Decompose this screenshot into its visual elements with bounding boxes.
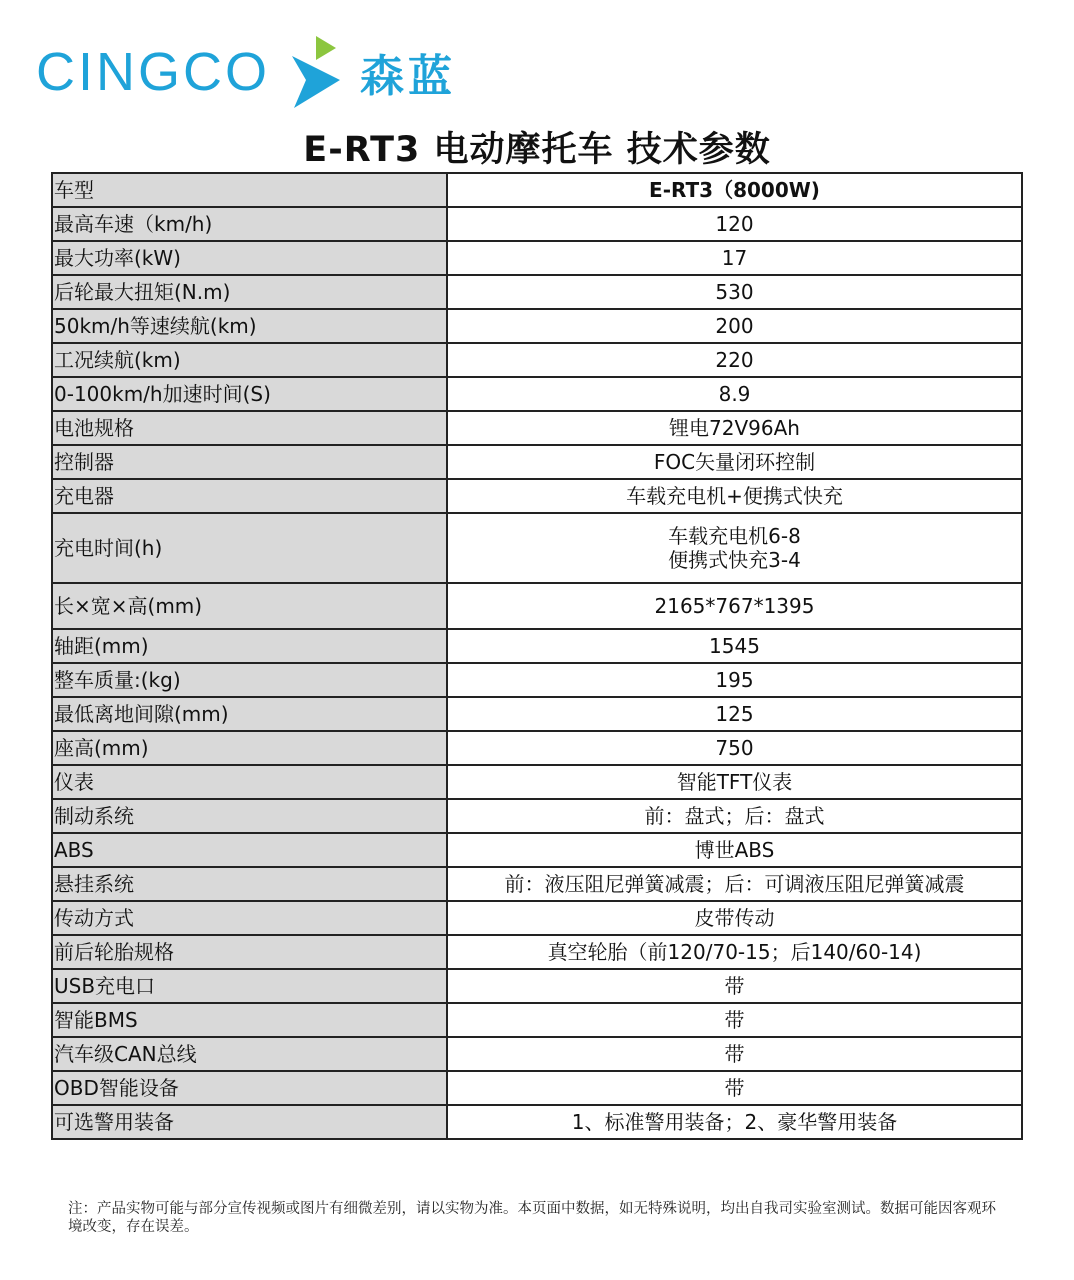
table-row [52,663,1022,697]
table-row [52,629,1022,663]
row-value-line-2: 便携式快充3-4 [668,548,801,572]
table-row [52,969,1022,1003]
row-value: 皮带传动 [447,901,1022,935]
row-key: ABS [52,833,447,867]
logo-arrow-icon [288,34,348,110]
row-value: 200 [447,309,1022,343]
row-key: 长×宽×高(mm) [52,583,447,629]
row-value: 120 [447,207,1022,241]
row-key: USB充电口 [52,969,447,1003]
row-value: 真空轮胎（前120/70-15；后140/60-14) [447,935,1022,969]
row-key: 传动方式 [52,901,447,935]
row-value: 前：盘式；后：盘式 [447,799,1022,833]
table-row [52,867,1022,901]
row-value: 带 [447,1003,1022,1037]
row-value: 220 [447,343,1022,377]
row-key: 可选警用装备 [52,1105,447,1139]
table-row [52,411,1022,445]
row-key: 汽车级CAN总线 [52,1037,447,1071]
table-row [52,765,1022,799]
row-value: 锂电72V96Ah [447,411,1022,445]
logo-wordmark: CINGCO [36,42,270,102]
row-key: 仪表 [52,765,447,799]
row-value: 车载充电机+便携式快充 [447,479,1022,513]
table-row [52,479,1022,513]
table-row [52,1037,1022,1071]
row-key: 前后轮胎规格 [52,935,447,969]
row-value: 750 [447,731,1022,765]
row-value: 带 [447,1037,1022,1071]
spec-table [51,172,1023,1140]
row-value: 1545 [447,629,1022,663]
header-value: E-RT3（8000W) [447,173,1022,207]
table-row [52,1003,1022,1037]
row-value: 带 [447,969,1022,1003]
row-key: 0-100km/h加速时间(S) [52,377,447,411]
table-row [52,1105,1022,1139]
row-value: 带 [447,1071,1022,1105]
row-value: 智能TFT仪表 [447,765,1022,799]
table-row [52,275,1022,309]
row-value: 1、标准警用装备；2、豪华警用装备 [447,1105,1022,1139]
row-value: 17 [447,241,1022,275]
row-key: 最高车速（km/h) [52,207,447,241]
table-row [52,343,1022,377]
table-row [52,513,1022,583]
row-key: 整车质量:(kg) [52,663,447,697]
row-value [447,513,1022,583]
table-row [52,935,1022,969]
header-key: 车型 [52,173,447,207]
table-row [52,697,1022,731]
table-row [52,445,1022,479]
row-value: 195 [447,663,1022,697]
row-value: 博世ABS [447,833,1022,867]
table-header-row [52,173,1022,207]
row-value: 前：液压阻尼弹簧减震；后：可调液压阻尼弹簧减震 [447,867,1022,901]
row-value: 8.9 [447,377,1022,411]
table-row [52,207,1022,241]
logo-chinese-name: 森蓝 [360,51,456,102]
table-row [52,309,1022,343]
row-value: FOC矢量闭环控制 [447,445,1022,479]
row-key: 制动系统 [52,799,447,833]
row-key: 电池规格 [52,411,447,445]
table-row [52,241,1022,275]
row-key: 轴距(mm) [52,629,447,663]
table-row [52,1071,1022,1105]
row-key: 智能BMS [52,1003,447,1037]
table-row [52,799,1022,833]
footnote: 注：产品实物可能与部分宣传视频或图片有细微差别，请以实物为准。本页面中数据，如无特殊说明，均出自我司实验室测试。数据可能因客观环境改变，存在误差。 [68,1201,996,1235]
table-row [52,901,1022,935]
table-row [52,833,1022,867]
table-row [52,377,1022,411]
row-key: 最低离地间隙(mm) [52,697,447,731]
table-row [52,583,1022,629]
row-value-line-1: 车载充电机6-8 [668,524,801,548]
table-row [52,731,1022,765]
row-key: 座高(mm) [52,731,447,765]
row-value: 125 [447,697,1022,731]
row-key: 控制器 [52,445,447,479]
row-value: 530 [447,275,1022,309]
row-key: OBD智能设备 [52,1071,447,1105]
row-value: 2165*767*1395 [447,583,1022,629]
page-title: E-RT3 电动摩托车 技术参数 [303,130,771,170]
row-key: 后轮最大扭矩(N.m) [52,275,447,309]
row-key: 悬挂系统 [52,867,447,901]
row-key: 充电器 [52,479,447,513]
row-key: 最大功率(kW) [52,241,447,275]
row-key: 充电时间(h) [52,513,447,583]
row-key: 50km/h等速续航(km) [52,309,447,343]
brand-logo [36,32,456,112]
row-key: 工况续航(km) [52,343,447,377]
